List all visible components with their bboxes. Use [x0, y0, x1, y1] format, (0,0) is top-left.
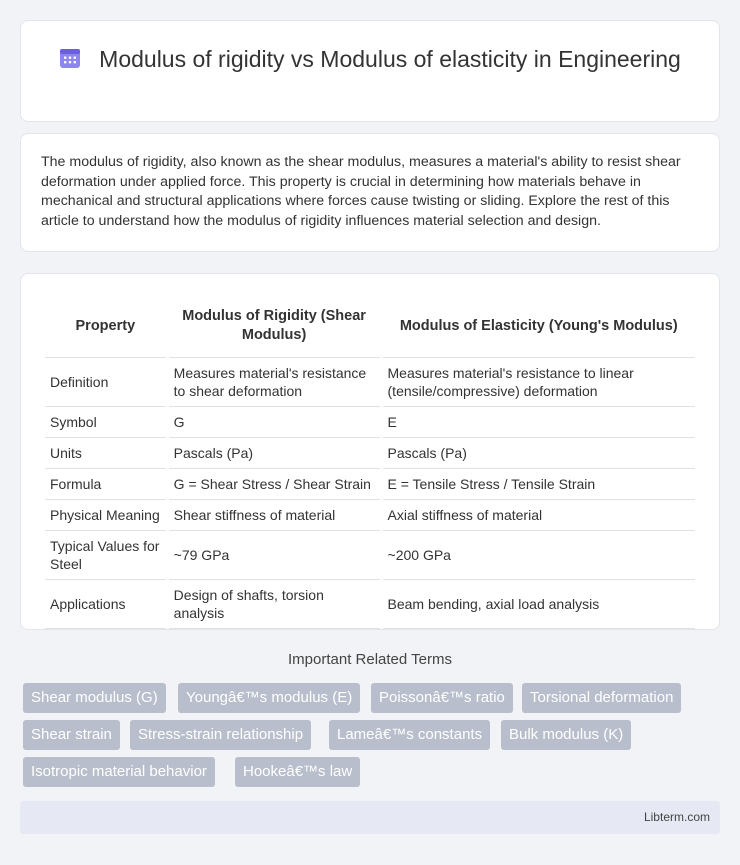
intro-card [20, 133, 720, 252]
table-cell: Definition [45, 358, 166, 407]
related-term-tag[interactable]: Shear strain [23, 720, 120, 750]
table-header-row [45, 295, 695, 358]
header-card [20, 20, 720, 122]
related-term-tag[interactable]: Youngâ€™s modulus (E) [178, 683, 360, 713]
table-cell: Physical Meaning [45, 500, 166, 531]
table-cell: Shear stiffness of material [169, 500, 380, 531]
table-cell: E [383, 407, 695, 438]
comparison-table-card [20, 273, 720, 630]
column-header: Modulus of Elasticity (Young's Modulus) [383, 295, 695, 358]
table-row [45, 500, 695, 531]
calendar-icon [59, 47, 81, 69]
table-cell: Typical Values for Steel [45, 531, 166, 580]
table-row [45, 438, 695, 469]
table-cell: G [169, 407, 380, 438]
table-cell: Measures material's resistance to shear deformation [169, 358, 380, 407]
related-term-tag[interactable]: Poissonâ€™s ratio [371, 683, 513, 713]
table-cell: E = Tensile Stress / Tensile Strain [383, 469, 695, 500]
related-term-tag[interactable]: Torsional deformation [522, 683, 681, 713]
related-term-tag[interactable]: Lameâ€™s constants [329, 720, 490, 750]
table-row [45, 407, 695, 438]
table-row [45, 531, 695, 580]
table-cell: Pascals (Pa) [169, 438, 380, 469]
related-terms-title: Important Related Terms [288, 651, 452, 668]
table-cell: Beam bending, axial load analysis [383, 580, 695, 629]
table-cell: Symbol [45, 407, 166, 438]
table-cell: Pascals (Pa) [383, 438, 695, 469]
table-cell: Units [45, 438, 166, 469]
page-title [21, 44, 719, 74]
related-term-tag[interactable]: Hookeâ€™s law [235, 757, 360, 787]
related-term-tag[interactable]: Bulk modulus (K) [501, 720, 631, 750]
table-cell: Formula [45, 469, 166, 500]
page-title-text: Modulus of rigidity vs Modulus of elasticity in Engineering [99, 46, 681, 72]
table-row [45, 580, 695, 629]
table-cell: Applications [45, 580, 166, 629]
table-cell: ~79 GPa [169, 531, 380, 580]
column-header: Property [45, 295, 166, 358]
footer [20, 801, 720, 834]
table-cell: Design of shafts, torsion analysis [169, 580, 380, 629]
footer-site-link[interactable]: Libterm.com [643, 810, 710, 824]
table-cell: G = Shear Stress / Shear Strain [169, 469, 380, 500]
table-row [45, 358, 695, 407]
table-cell: Measures material's resistance to linear (tensile/compressive) deformation [383, 358, 695, 407]
related-term-tag[interactable]: Stress-strain relationship [130, 720, 311, 750]
column-header: Modulus of Rigidity (Shear Modulus) [169, 295, 380, 358]
comparison-table [42, 295, 698, 629]
table-cell: ~200 GPa [383, 531, 695, 580]
intro-paragraph: The modulus of rigidity, also known as the shear modulus, measures a material's ability to resist shear deformation under applied force. This property is crucial in determining how materials behave in mechanical and structural applications where forces cause twisting or sliding. Explore the rest of this article to understand how the modulus of rigidity influences material selection and design. [41, 154, 681, 229]
related-term-tag[interactable]: Isotropic material behavior [23, 757, 215, 787]
table-cell: Axial stiffness of material [383, 500, 695, 531]
table-row [45, 469, 695, 500]
related-term-tag[interactable]: Shear modulus (G) [23, 683, 166, 713]
